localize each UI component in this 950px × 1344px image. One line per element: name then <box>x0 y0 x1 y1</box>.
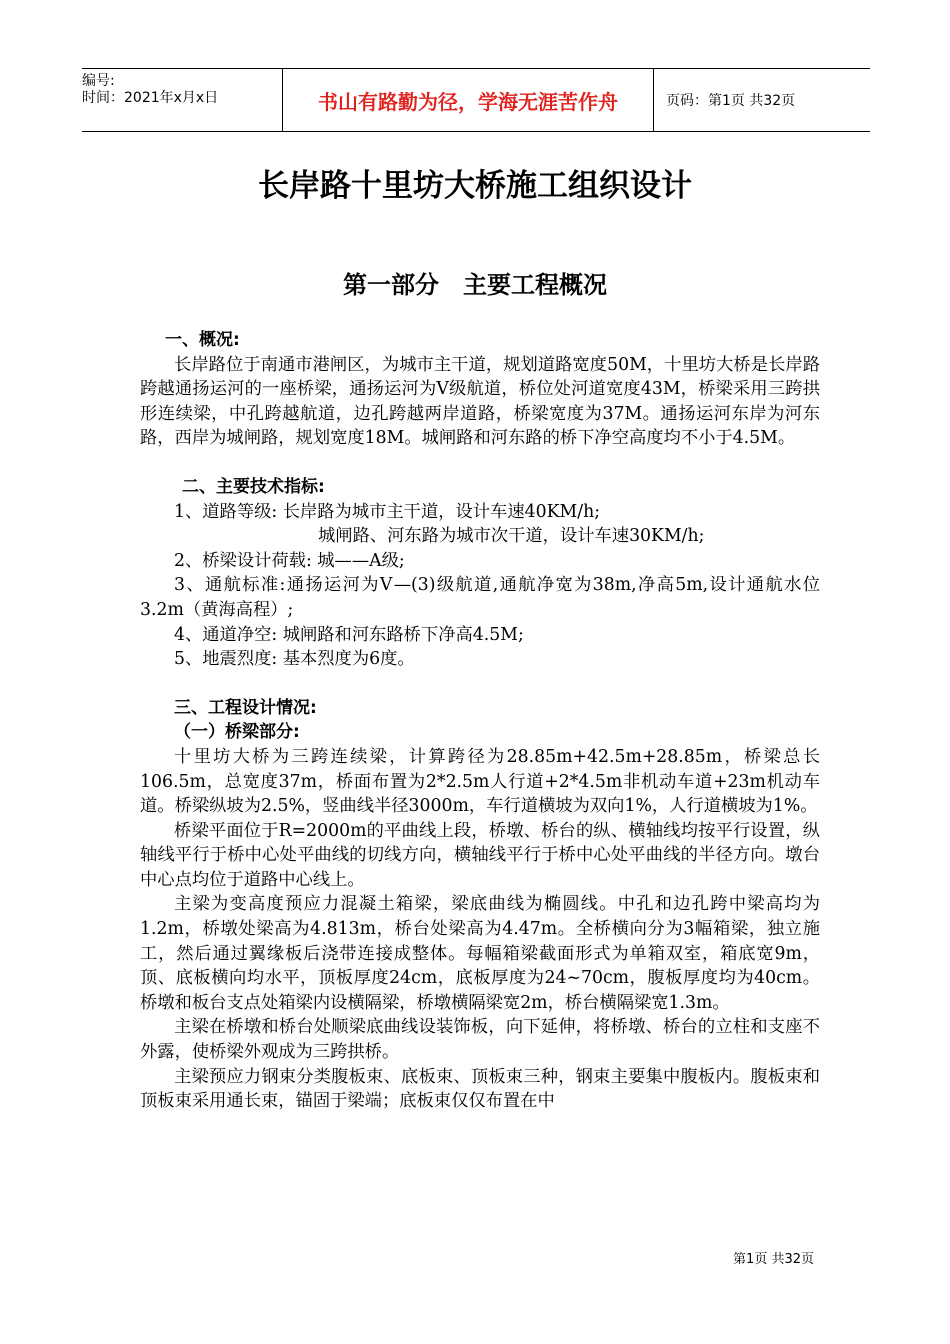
document-body <box>140 328 820 1114</box>
list-item: 1、道路等级: 长岸路为城市主干道，设计车速40KM/h; <box>174 501 601 522</box>
part-title: 第一部分 主要工程概况 <box>343 271 607 299</box>
section-3-heading: 三、工程设计情况: <box>174 697 317 718</box>
header-motto: 书山有路勤为径，学海无涯苦作舟 <box>282 69 654 131</box>
paragraph: 主梁在桥墩和桥台处顺梁底曲线设装饰板，向下延伸，将桥墩、桥台的立柱和支座不外露，使桥梁外观成为三跨拱桥。 <box>140 1017 820 1063</box>
section-3-subheading: （一）桥梁部分: <box>174 722 300 743</box>
number-label: 编号: <box>82 73 115 89</box>
section-1-heading: 一、概况: <box>165 330 240 350</box>
list-item: 2、桥梁设计荷载: 城——A级; <box>174 550 405 571</box>
list-item: 4、通道净空: 城闸路和河东路桥下净高4.5M; <box>174 624 524 645</box>
date-label: 时间：2021年x月x日 <box>82 90 219 106</box>
page-footer: 第1页 共32页 <box>733 1252 814 1267</box>
paragraph: 长岸路位于南通市港闸区，为城市主干道，规划道路宽度50M，十里坊大桥是长岸路跨越通扬运河的一座桥梁，通扬运河为Ⅴ级航道，桥位处河道宽度43M，桥梁采用三跨拱形连续梁，中孔跨越航道，边孔跨越两岸道路，桥梁宽度为37M。通扬运河东岸为河东路，西岸为城闸路，规划宽度18M。城闸路和河东路的桥下净空高度均不小于4.5M。 <box>140 354 820 449</box>
section-2-heading: 二、主要技术指标: <box>182 476 325 497</box>
paragraph: 十里坊大桥为三跨连续梁，计算跨径为28.85m+42.5m+28.85m，桥梁总长106.5m，总宽度37m，桥面布置为2*2.5m人行道+2*4.5m非机动车道+23m机动车道。桥梁纵坡为2.5%，竖曲线半径3000m，车行道横坡为双向1%，人行道横坡为1%。 <box>140 746 820 817</box>
page-header <box>82 68 870 132</box>
list-item: 3、通航标准:通扬运河为Ⅴ—(3)级航道,通航净宽为38m,净高5m,设计通航水位3.2m（黄海高程）; <box>140 575 820 620</box>
list-item: 5、地震烈度: 基本烈度为6度。 <box>174 649 415 670</box>
paragraph: 桥梁平面位于R=2000m的平曲线上段，桥墩、桥台的纵、横轴线均按平行设置，纵轴线平行于桥中心处平曲线的切线方向，横轴线平行于桥中心处平曲线的半径方向。墩台中心点均位于道路中心线上。 <box>140 820 820 890</box>
paragraph: 主梁预应力钢束分类腹板束、底板束、顶板束三种，钢束主要集中腹板内。腹板束和顶板束采用通长束，锚固于梁端；底板束仅仅布置在中 <box>140 1066 820 1112</box>
header-meta <box>82 69 282 131</box>
list-item: 城闸路、河东路为城市次干道，设计车速30KM/h; <box>318 526 705 547</box>
header-page-label: 页码：第1页 共32页 <box>666 93 796 109</box>
document-title: 长岸路十里坊大桥施工组织设计 <box>258 168 692 204</box>
paragraph: 主梁为变高度预应力混凝土箱梁，梁底曲线为椭圆线。中孔和边孔跨中梁高均为1.2m，桥墩处梁高为4.813m，桥台处梁高为4.47m。全桥横向分为3幅箱梁，独立施工，然后通过翼缘板后浇带连接成整体。每幅箱梁截面形式为单箱双室，箱底宽9m，顶、底板横向均水平，顶板厚度24cm，底板厚度为24~70cm，腹板厚度均为40cm。桥墩和板台支点处箱梁内设横隔梁，桥墩横隔梁宽2m，桥台横隔梁宽1.3m。 <box>140 894 820 1013</box>
